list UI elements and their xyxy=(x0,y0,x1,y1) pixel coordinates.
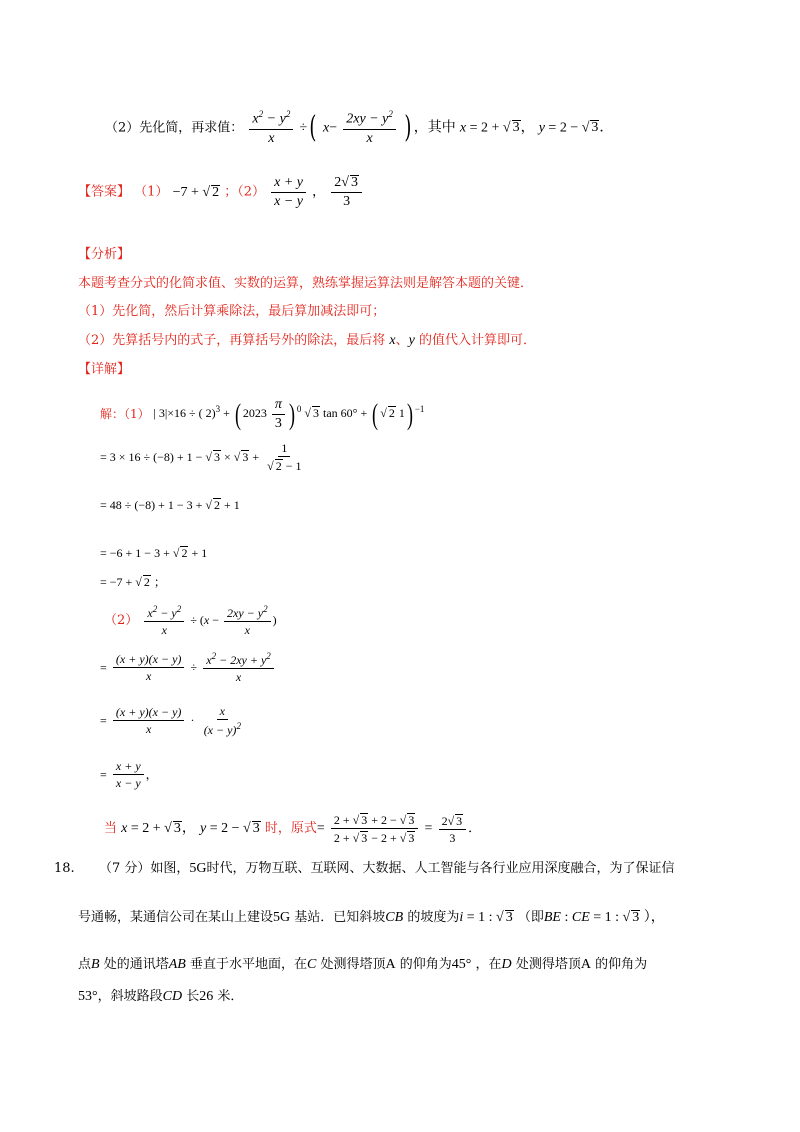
analysis-line-1: 本题考查分式的化简求值、实数的运算，熟练掌握运算法则是解答本题的关键． xyxy=(78,276,534,291)
q18-line-4: 53°，斜坡路段CD 长26 米． xyxy=(78,989,244,1004)
q2-expression: $\frac{x^2 - y^2}{x}$ xyxy=(249,110,293,146)
detail-step-3: = 48 ÷ (−8) + 1 − 3 + √ 2 + 1 xyxy=(100,498,240,512)
substitution-line: 当 x = 2 + √ 3， y = 2 − √ 3 时，原式= $\frac{2 + √ 3 + 2 - √ 3}{2 + √ 3 - 2 + √ 3}$ = $\frac{2√ 3}{3}$ ． xyxy=(104,813,482,845)
detail-part-2-step-1: = $\frac{(x + y)(x - y)}{x}$ ÷ $\frac{x^2 - 2xy + y^2}{x}$ xyxy=(100,652,276,683)
detail-step-2: = 3 × 16 ÷ (−8) + 1 − √ 3 × √ 3 + $\frac{1}{√ 2 - 1}$ xyxy=(100,441,302,473)
answer-tag: 【答案】 xyxy=(78,184,131,200)
detail-part-2-step-3: = $\frac{x + y}{x - y}$ ， xyxy=(100,759,158,790)
analysis-line-3: （2）先算括号内的式子，再算括号外的除法，最后将 x、y 的值代入计算即可． xyxy=(78,333,537,348)
analysis-line-2: （1）先化简，然后计算乘除法，最后算加减法即可； xyxy=(78,304,386,319)
detail-part-2: （2） $\frac{x^2 - y^2}{x}$ ÷ (x − $\frac{2xy - y^2}{x}$ ) xyxy=(104,604,277,637)
analysis-tag: 【分析】 xyxy=(78,247,131,262)
detail-step-5: = −7 + √ 2 ； xyxy=(100,575,166,589)
detail-part-2-step-2: = $\frac{(x + y)(x - y)}{x}$ · $\frac{x}{(x - y)^2}$ xyxy=(100,704,241,737)
q18-number: 18. xyxy=(54,861,75,876)
detail-step-4: = −6 + 1 − 3 + √ 2 + 1 xyxy=(100,546,208,560)
q18-line-3: 点B 处的通讯塔AB 垂直于水平地面，在C 处测得塔顶A 的仰角为45° ，在D 处测得塔顶A 的仰角为 xyxy=(78,957,648,972)
q18-line-2: 号通畅，某通信公司在某山上建设5G 基站．已知斜坡CB 的坡度为i = 1 : √ 3 （即BE : CE = 1 : √ 3 ）， xyxy=(78,910,665,925)
answer-line: 【答案】 （1） −7 + √ 2 ；（2） $\frac{x + y}{x - y}$ ， $\frac{2√ 3}{3}$ xyxy=(78,175,364,209)
question-2: （2）先化简，再求值： $\frac{x^2 - y^2}{x}$ ÷( x− $\frac{2xy - y^2}{x}$ ) ，其中 x = 2 + √ 3， y = 2 − √ 3． xyxy=(105,109,614,146)
q2-label: （2）先化简，再求值： xyxy=(105,120,244,136)
q18-line-1: 18. （7 分）如图，5G时代，万物互联、互联网、大数据、人工智能与各行业应用深度融合，为了保证信 xyxy=(54,861,675,876)
detail-step-1: 解：（1） | 3|×16 ÷ ( 2)$^3$ + ( 2023 $\frac{\pi}{3}$ ) $^0$ √ 3 tan 60° + ( √ 2 1) $^{-1}$ xyxy=(100,397,425,431)
detail-tag: 【详解】 xyxy=(78,362,131,377)
